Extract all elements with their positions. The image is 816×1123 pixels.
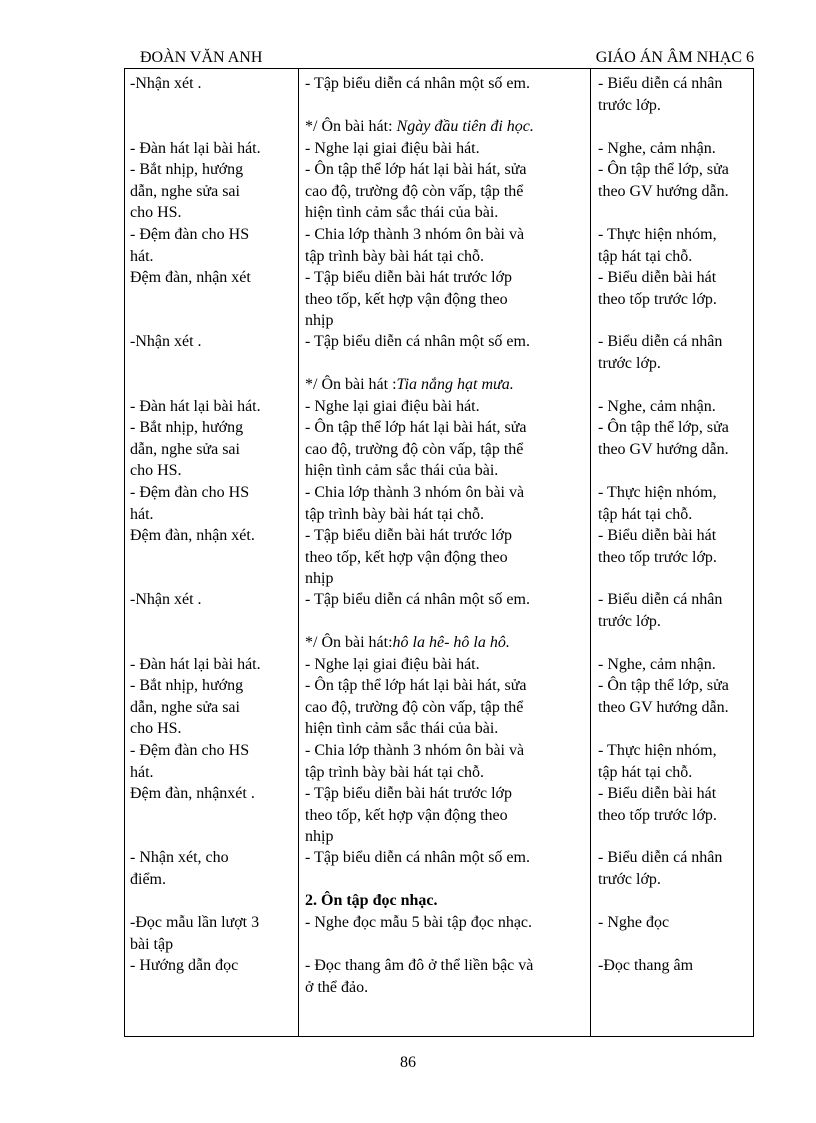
lesson-content: - Chia lớp thành 3 nhóm ôn bài và tập trình bày bài hát tại chỗ. (305, 484, 525, 523)
section-heading (305, 116, 587, 138)
lesson-content: - Tập biểu diễn bài hát trước lớp theo tốp, kết hợp vận động theo nhịp (305, 785, 513, 845)
teacher-activity: -Đọc mẫu lần lượt 3 bài tập (130, 914, 260, 953)
section-heading (305, 632, 587, 654)
lesson-content: - Đọc thang âm đô ở thể liền bậc và ở thể đảo. (305, 957, 534, 996)
heading-prefix: */ Ôn bài hát: (305, 118, 397, 135)
song-title: Ngày đầu tiên đi học. (396, 118, 534, 135)
document-title: GIÁO ÁN ÂM NHẠC 6 (595, 49, 754, 66)
teacher-activity: - Đàn hát lại bài hát. (130, 140, 261, 157)
author-name: ĐOÀN VĂN ANH (140, 49, 263, 66)
lesson-content: - Tập biểu diễn bài hát trước lớp theo tốp, kết hợp vận động theo nhịp (305, 527, 513, 587)
student-activity: - Biểu diễn bài hát theo tốp trước lớp. (598, 785, 717, 824)
lesson-content: - Tập biểu diễn cá nhân một số em. (305, 591, 530, 608)
teacher-activity: - Bắt nhịp, hướng dẫn, nghe sửa sai cho HS. (130, 677, 244, 737)
lesson-content: - Chia lớp thành 3 nhóm ôn bài và tập trình bày bài hát tại chỗ. (305, 226, 525, 265)
lesson-content: - Nghe lại giai điệu bài hát. (305, 140, 480, 157)
student-activity: - Biểu diễn bài hát theo tốp trước lớp. (598, 527, 717, 566)
song-title: hô la hê- hô la hô. (392, 634, 510, 651)
teacher-activity: -Nhận xét . (130, 75, 202, 92)
teacher-activity: - Đệm đàn cho HS hát. (130, 484, 250, 523)
teacher-activity: - Nhận xét, cho điểm. (130, 849, 229, 888)
student-activity: - Biểu diễn cá nhân trước lớp. (598, 591, 723, 630)
heading-prefix: */ Ôn bài hát : (305, 376, 397, 393)
student-activity: - Nghe đọc (598, 914, 670, 931)
teacher-activity: - Đàn hát lại bài hát. (130, 656, 261, 673)
student-activity: - Ôn tập thể lớp, sửa theo GV hướng dẫn. (598, 677, 729, 716)
lesson-content: - Tập biểu diễn cá nhân một số em. (305, 75, 530, 92)
student-activity: -Đọc thang âm (598, 957, 694, 974)
student-activity: - Thực hiện nhóm, tập hát tại chỗ. (598, 226, 717, 265)
teacher-activity: Đệm đàn, nhận xét. (130, 527, 255, 544)
teacher-activity: Đệm đàn, nhận xét (130, 269, 251, 286)
student-activity: - Biểu diễn cá nhân trước lớp. (598, 333, 723, 372)
teacher-activity: -Nhận xét . (130, 591, 202, 608)
lesson-content: - Ôn tập thể lớp hát lại bài hát, sửa cao độ, trường độ còn vấp, tập thể hiện tình cảm sắc thái của bài. (305, 677, 527, 737)
teacher-activity: - Đệm đàn cho HS hát. (130, 226, 250, 265)
teacher-activity: - Đàn hát lại bài hát. (130, 398, 261, 415)
teacher-activity: - Hướng dẫn đọc (130, 957, 239, 974)
student-activity: - Thực hiện nhóm, tập hát tại chỗ. (598, 742, 717, 781)
student-activity: - Nghe, cảm nhận. (598, 140, 716, 157)
section-heading (305, 374, 587, 396)
student-activity: - Thực hiện nhóm, tập hát tại chỗ. (598, 484, 717, 523)
teacher-activity: - Bắt nhịp, hướng dẫn, nghe sửa sai cho HS. (130, 419, 244, 479)
student-activity: - Nghe, cảm nhận. (598, 398, 716, 415)
lesson-content: - Nghe đọc mẫu 5 bài tập đọc nhạc. (305, 914, 533, 931)
student-activity: - Biểu diễn bài hát theo tốp trước lớp. (598, 269, 717, 308)
teacher-activity: -Nhận xét . (130, 333, 202, 350)
teacher-activity: Đệm đàn, nhậnxét . (130, 785, 255, 802)
lesson-content: - Nghe lại giai điệu bài hát. (305, 398, 480, 415)
lesson-content: - Ôn tập thể lớp hát lại bài hát, sửa cao độ, trường độ còn vấp, tập thể hiện tình cảm sắc thái của bài. (305, 161, 527, 221)
heading-prefix: */ Ôn bài hát: (305, 634, 393, 651)
student-activity: - Biểu diễn cá nhân trước lớp. (598, 75, 723, 114)
teacher-activity: - Bắt nhịp, hướng dẫn, nghe sửa sai cho HS. (130, 161, 244, 221)
lesson-content: - Tập biểu diễn cá nhân một số em. (305, 849, 530, 866)
student-activity: - Nghe, cảm nhận. (598, 656, 716, 673)
teacher-activity: - Đệm đàn cho HS hát. (130, 742, 250, 781)
student-activity: - Biểu diễn cá nhân trước lớp. (598, 849, 723, 888)
lesson-content: - Chia lớp thành 3 nhóm ôn bài và tập trình bày bài hát tại chỗ. (305, 742, 525, 781)
column-divider-1 (298, 68, 299, 1037)
lesson-content: - Tập biểu diễn cá nhân một số em. (305, 333, 530, 350)
student-activity: - Ôn tập thể lớp, sửa theo GV hướng dẫn. (598, 419, 729, 458)
column-divider-2 (590, 68, 591, 1037)
lesson-content: - Tập biểu diễn bài hát trước lớp theo tốp, kết hợp vận động theo nhịp (305, 269, 513, 329)
song-title: Tia nắng hạt mưa. (396, 376, 514, 393)
lesson-content: - Ôn tập thể lớp hát lại bài hát, sửa cao độ, trường độ còn vấp, tập thể hiện tình cảm sắc thái của bài. (305, 419, 527, 479)
page-number: 86 (400, 1054, 416, 1071)
section-heading: 2. Ôn tập đọc nhạc. (305, 892, 438, 909)
student-activity: - Ôn tập thể lớp, sửa theo GV hướng dẫn. (598, 161, 729, 200)
lesson-content: - Nghe lại giai điệu bài hát. (305, 656, 480, 673)
